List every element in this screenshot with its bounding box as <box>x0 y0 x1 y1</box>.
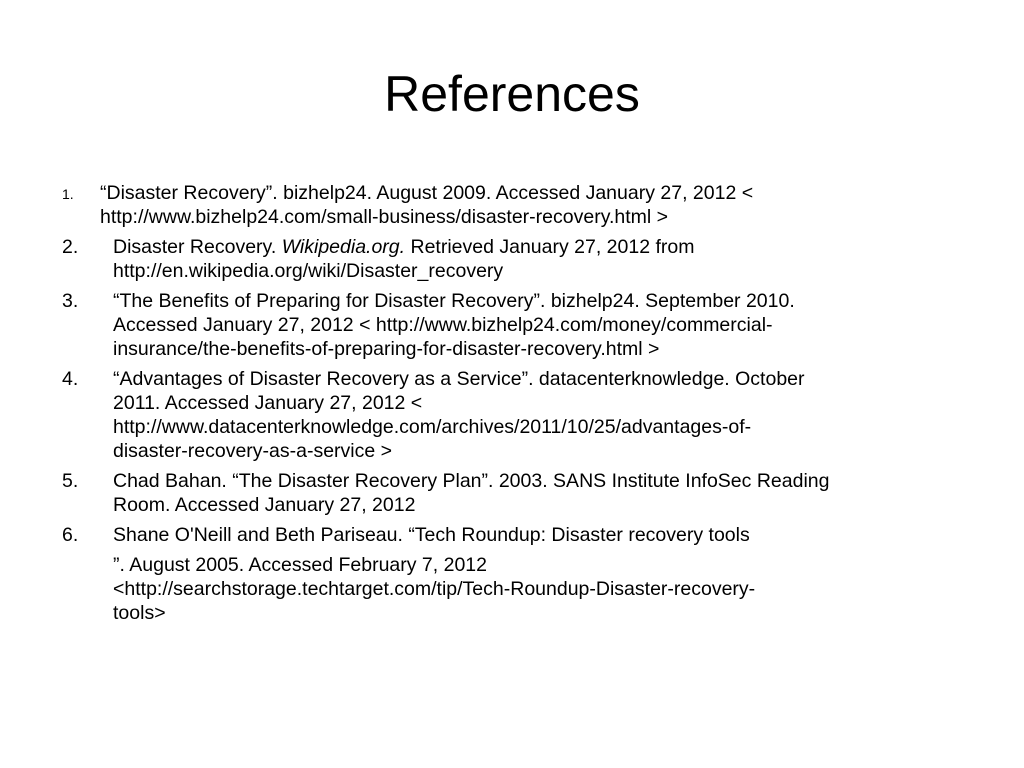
reference-line: Accessed January 27, 2012 < http://www.bizhelp24.com/money/commercial- <box>113 314 773 336</box>
reference-text: Retrieved January 27, 2012 from <box>405 236 695 258</box>
reference-text: Disaster Recovery. <box>113 236 282 258</box>
reference-continuation <box>113 553 962 625</box>
reference-line: “The Benefits of Preparing for Disaster Recovery”. bizhelp24. September 2010. <box>113 290 795 312</box>
reference-item <box>62 181 962 229</box>
reference-source-italic: Wikipedia.org. <box>281 236 406 258</box>
reference-item <box>62 523 962 625</box>
reference-line: “Advantages of Disaster Recovery as a Service”. datacenterknowledge. October <box>113 368 805 390</box>
reference-line: http://en.wikipedia.org/wiki/Disaster_recovery <box>113 260 504 282</box>
reference-line: disaster-recovery-as-a-service > <box>113 440 393 462</box>
reference-line: Shane O'Neill and Beth Pariseau. “Tech Roundup: Disaster recovery tools <box>113 524 750 546</box>
reference-line: insurance/the-benefits-of-preparing-for-disaster-recovery.html > <box>113 338 660 360</box>
reference-line: Room. Accessed January 27, 2012 <box>113 494 416 516</box>
reference-line: ”. August 2005. Accessed February 7, 2012 <box>113 554 487 576</box>
reference-line: Chad Bahan. “The Disaster Recovery Plan”. 2003. SANS Institute InfoSec Reading <box>113 470 830 492</box>
reference-number: 6. <box>62 524 79 546</box>
reference-line: 2011. Accessed January 27, 2012 < <box>113 392 423 414</box>
reference-item <box>62 289 962 361</box>
reference-line: <http://searchstorage.techtarget.com/tip/Tech-Roundup-Disaster-recovery- <box>113 578 756 600</box>
reference-line: http://www.bizhelp24.com/small-business/disaster-recovery.html > <box>100 206 669 228</box>
reference-number: 3. <box>62 290 79 312</box>
reference-item <box>62 367 962 463</box>
reference-item <box>62 235 962 283</box>
references-list <box>62 181 962 631</box>
reference-line <box>113 235 962 259</box>
reference-number: 2. <box>62 236 79 258</box>
reference-number: 4. <box>62 368 79 390</box>
slide-title: References <box>384 66 640 122</box>
reference-number: 5. <box>62 470 79 492</box>
reference-line: “Disaster Recovery”. bizhelp24. August 2009. Accessed January 27, 2012 < <box>100 182 754 204</box>
reference-number: 1. <box>62 186 74 202</box>
reference-line: tools> <box>113 602 166 624</box>
reference-line: http://www.datacenterknowledge.com/archives/2011/10/25/advantages-of- <box>113 416 752 438</box>
reference-item <box>62 469 962 517</box>
